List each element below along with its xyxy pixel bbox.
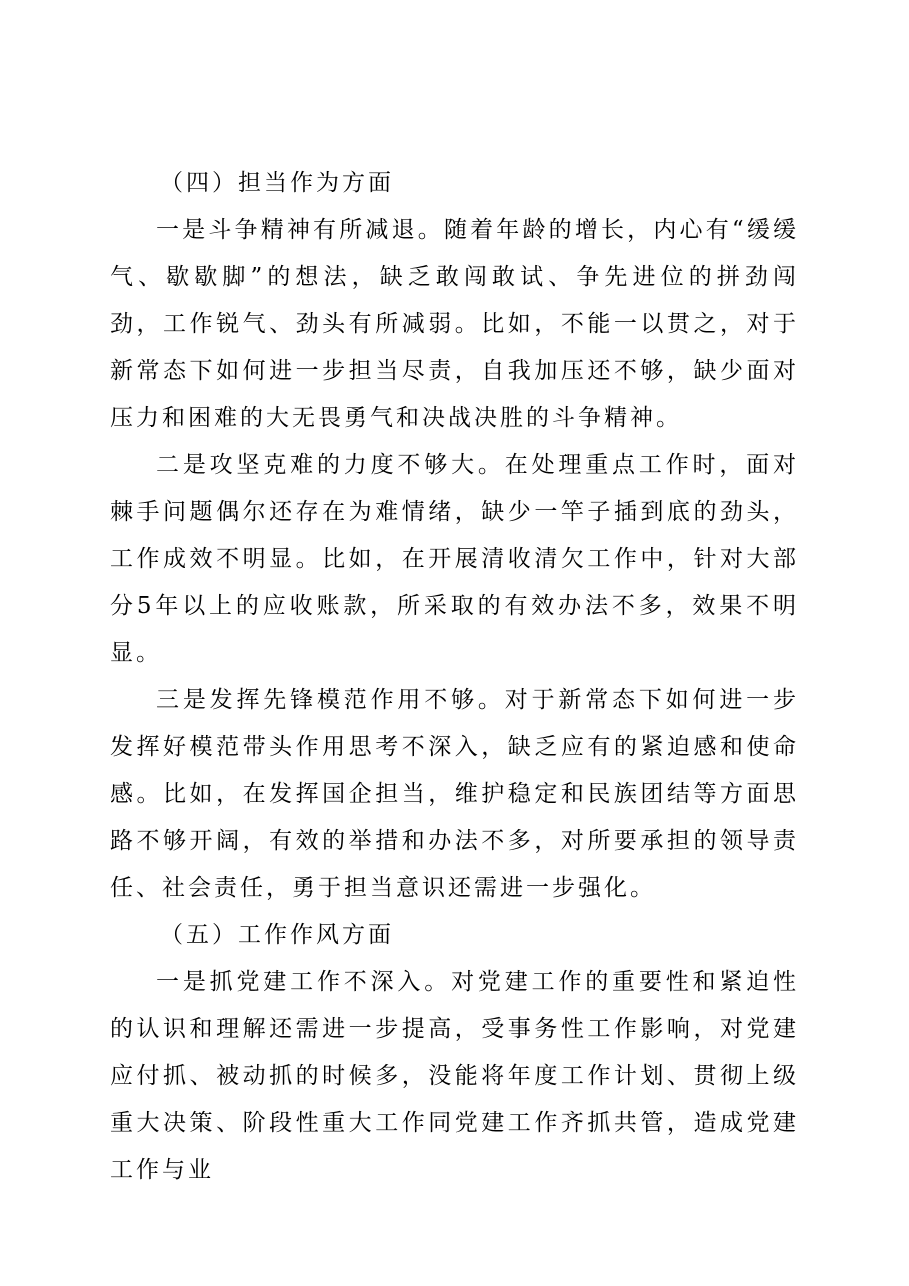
section-heading-5: （五）工作作风方面 bbox=[160, 922, 394, 948]
section-heading-4: （四）担当作为方面 bbox=[160, 170, 394, 196]
paragraph-4-1: 一是斗争精神有所减退。随着年龄的增长，内心有“缓缓气、歇歇脚”的想法，缺乏敢闯敢试、争先进位的拼劲闯劲，工作锐气、劲头有所减弱。比如，不能一以贯之，对于新常态下如何进一步担当尽责，自我加压还不够，缺少面对压力和困难的大无畏勇气和决战决胜的斗争精神。 bbox=[110, 217, 799, 431]
paragraph-5-1: 一是抓党建工作不深入。对党建工作的重要性和紧迫性的认识和理解还需进一步提高，受事务性工作影响，对党建应付抓、被动抓的时候多，没能将年度工作计划、贯彻上级重大决策、阶段性重大工作同党建工作齐抓共管，造成党建工作与业 bbox=[110, 969, 799, 1183]
paragraph-4-3: 三是发挥先锋模范作用不够。对于新常态下如何进一步发挥好模范带头作用思考不深入，缺乏应有的紧迫感和使命感。比如，在发挥国企担当，维护稳定和民族团结等方面思路不够开阔，有效的举措和办法不多，对所要承担的领导责任、社会责任，勇于担当意识还需进一步强化。 bbox=[110, 687, 799, 901]
paragraph-4-2: 二是攻坚克难的力度不够大。在处理重点工作时，面对棘手问题偶尔还存在为难情绪，缺少一竿子插到底的劲头，工作成效不明显。比如，在开展清收清欠工作中，针对大部分5年以上的应收账款，所采取的有效办法不多，效果不明显。 bbox=[110, 452, 799, 666]
